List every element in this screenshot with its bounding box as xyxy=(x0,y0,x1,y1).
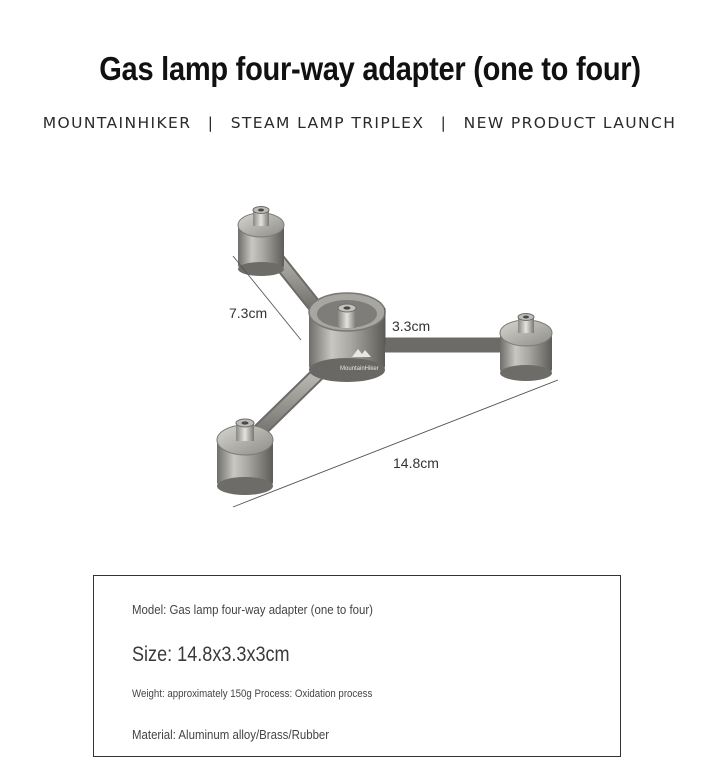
subtitle-bar xyxy=(0,114,719,132)
outlet-top-left xyxy=(238,207,284,277)
dimension-length-label: 14.8cm xyxy=(393,455,439,471)
spec-size: Size: 14.8x3.3x3cm xyxy=(132,643,290,666)
hub-logo-text: MountainHiker xyxy=(340,366,379,372)
dimension-arm-label: 7.3cm xyxy=(229,305,268,321)
series-name: STEAM LAMP TRIPLEX xyxy=(230,114,425,132)
spec-material: Material: Aluminum alloy/Brass/Rubber xyxy=(132,727,330,742)
brand-name: MOUNTAINHIKER xyxy=(42,114,192,132)
page-title: Gas lamp four-way adapter (one to four) xyxy=(99,50,641,87)
tagline: NEW PRODUCT LAUNCH xyxy=(463,114,677,132)
outlet-bottom-left xyxy=(217,419,273,495)
spec-weight-process: Weight: approximately 150g Process: Oxidation process xyxy=(132,688,373,700)
product-illustration xyxy=(0,180,719,530)
separator: | xyxy=(207,114,215,132)
outlet-right xyxy=(500,314,552,382)
dimension-height-label: 3.3cm xyxy=(392,318,431,334)
spec-model: Model: Gas lamp four-way adapter (one to four) xyxy=(132,602,373,617)
central-hub xyxy=(309,293,385,382)
separator: | xyxy=(440,114,448,132)
spec-panel xyxy=(93,575,621,757)
